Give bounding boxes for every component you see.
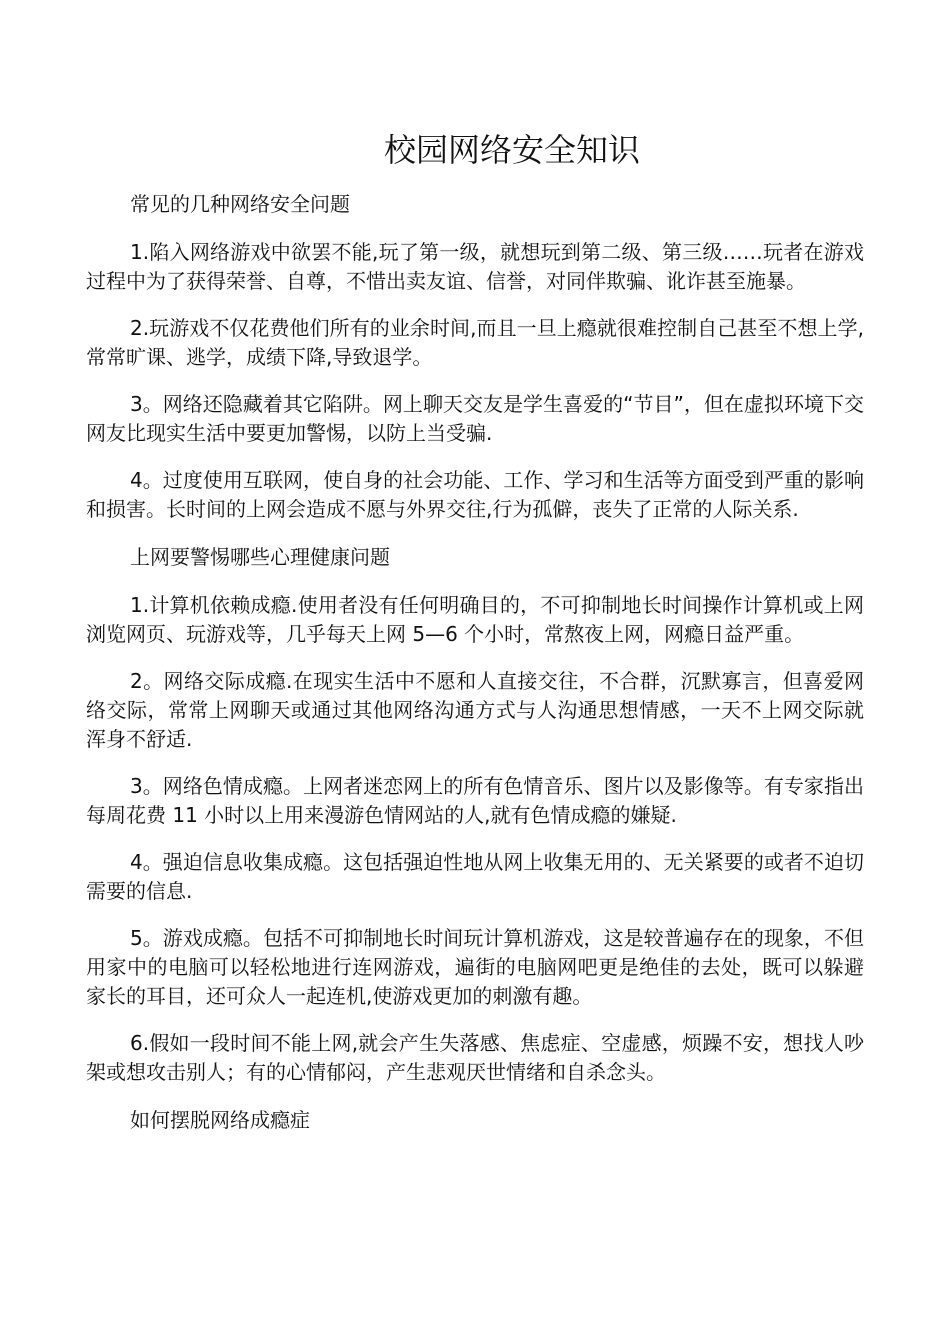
section-heading-common-issues: 常见的几种网络安全问题 [130, 192, 350, 216]
paragraph-mental-3: 3。网络色情成瘾。上网者迷恋网上的所有色情音乐、图片以及影像等。有专家指出每周花费 11 小时以上用来漫游色情网站的人,就有色情成瘾的嫌疑. [86, 774, 864, 827]
paragraph-mental-6: 6.假如一段时间不能上网,就会产生失落感、焦虑症、空虚感，烦躁不安，想找人吵架或想攻击别人；有的心情郁闷，产生悲观厌世情绪和自杀念头。 [86, 1031, 864, 1084]
paragraph-mental-5: 5。游戏成瘾。包括不可抑制地长时间玩计算机游戏，这是较普遍存在的现象，不但用家中的电脑可以轻松地进行连网游戏，遍街的电脑网吧更是绝佳的去处，既可以躲避家长的耳目，还可众人一起连机,使游戏更加的刺激有趣。 [86, 926, 864, 1008]
section-heading-mental-health: 上网要警惕哪些心理健康问题 [130, 545, 390, 569]
paragraph-issue-3: 3。网络还隐藏着其它陷阱。网上聊天交友是学生喜爱的“节目”，但在虚拟环境下交网友比现实生活中要更加警惕，以防上当受骗. [86, 392, 864, 445]
section-heading-overcome-addiction: 如何摆脱网络成瘾症 [130, 1108, 310, 1132]
paragraph-issue-4: 4。过度使用互联网，使自身的社会功能、工作、学习和生活等方面受到严重的影响和损害。长时间的上网会造成不愿与外界交往,行为孤僻，丧失了正常的人际关系. [86, 468, 864, 521]
paragraph-issue-2: 2.玩游戏不仅花费他们所有的业余时间,而且一旦上瘾就很难控制自己甚至不想上学,常常旷课、逃学，成绩下降,导致退学。 [86, 316, 864, 369]
document-body [86, 189, 864, 1135]
document-title: 校园网络安全知识 [383, 131, 640, 169]
paragraph-mental-1: 1.计算机依赖成瘾.使用者没有任何明确目的，不可抑制地长时间操作计算机或上网浏览网页、玩游戏等，几乎每天上网 5—6 个小时，常熬夜上网，网瘾日益严重。 [86, 593, 864, 646]
paragraph-mental-4: 4。强迫信息收集成瘾。这包括强迫性地从网上收集无用的、无关紧要的或者不迫切需要的信息. [86, 850, 864, 903]
paragraph-issue-1: 1.陷入网络游戏中欲罢不能,玩了第一级，就想玩到第二级、第三级……玩者在游戏过程中为了获得荣誉、自尊，不惜出卖友谊、信誉，对同伴欺骗、讹诈甚至施暴。 [86, 240, 864, 293]
paragraph-mental-2: 2。网络交际成瘾.在现实生活中不愿和人直接交往，不合群，沉默寡言，但喜爱网络交际，常常上网聊天或通过其他网络沟通方式与人沟通思想情感，一天不上网交际就浑身不舒适. [86, 669, 864, 751]
